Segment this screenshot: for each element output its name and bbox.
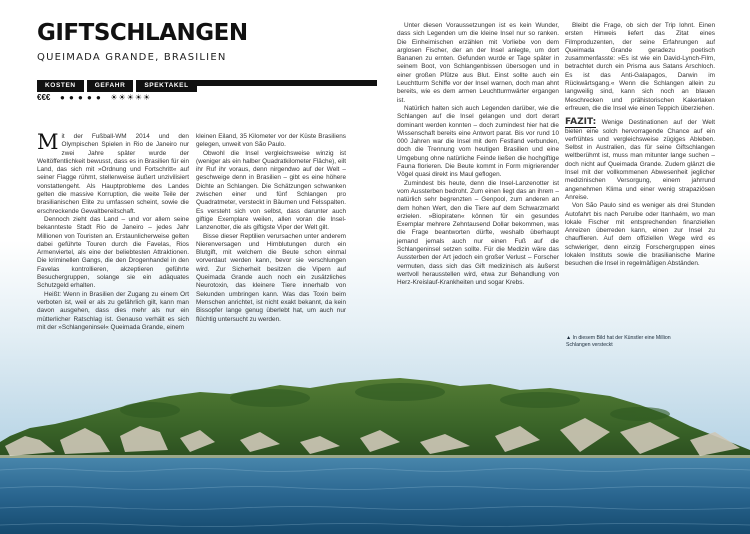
paragraph: Zumindest bis heute, denn die Insel-Lanzenotter ist vom Aussterben bedroht. Zum einen liegt das an ihrem – natürlich sehr begrenzten – Genpool, zum anderen an dem hohen Wert, den die Tiere auf dem Schwarzmarkt erzielen. »Biopiraten« können für ein gesundes Exemplar mehrere Zehntausend Dollar bekommen, was die Frage beantworten dürfte, weshalb überhaupt jemand jemals auch nur einen Fuß auf die Schlangeninsel setzen sollte. Für die Medizin wäre das Aussterben der Art jedoch ein großer Verlust – Forscher vermuten, dass sich das Gift medizinisch als äußerst wertvoll herausstellen wird, etwa zur Behandlung von Herz-Kreislauf-Krankheiten und sogar Krebs.: [397, 179, 559, 287]
text-column-3: [397, 22, 559, 288]
fazit-text: Wenige Destinationen auf der Welt bieten eine solch hervorragende Chance auf ein verfrühtes und vergleichsweise zügiges Ableben. Selbst in Australien, das für seine Giftschlangen weltberühmt ist, muss man mitunter lange suchen – doch nicht auf Queimada Grande. Zudem glänzt die Insel mit der vollkommenen Abwesenheit jeglicher medizinischen Versorgung, einem jahrrund angenehmen Klima und einer wenig strapaziösen Anreise.: [565, 119, 715, 201]
gefahr-dot-icon: ●: [68, 93, 74, 102]
gefahr-dot-icon: ●: [59, 93, 65, 102]
text-column-1: [37, 130, 189, 332]
drop-cap: M: [37, 130, 59, 154]
rating-tabs: [37, 80, 197, 92]
paragraph: Von São Paulo sind es weniger als drei Stunden Autofahrt bis nach Peruíbe oder Itanhaém, wo man lokale Fischer mit entsprechenden finanziellen Anreizen überreden kann, einen zur Insel zu chauffieren. Auf dem offiziellen Wege wird es schwieriger, denn einzig Forschergruppen eines lokalen Instituts sowie die brasilianische Marine besuchen die Insel in regelmäßigen Abständen.: [565, 202, 715, 268]
header-rule: [197, 80, 377, 86]
gefahr-dot-icon: ●: [77, 93, 83, 102]
rating-tab-kosten: KOSTEN: [37, 80, 84, 92]
paragraph: Obwohl die Insel vergleichsweise winzig ist (weniger als ein halber Quadratkilometer Fläche), eilt ihr Ruf ihr voraus, denn nirgendwo auf der Welt – geschweige denn in Brasilien – gibt es eine höhere Dichte an Schlangen. Die Schätzungen schwanken zwischen einer und fünf Schlangen pro Quadratmeter, versteckt in Bäumen und Felsspalten. Es versteht sich von selbst, dass darunter auch giftige Exemplare weilen, allen voran die Insel-Lanzenotter, die als giftigste Viper der Welt gilt.: [196, 149, 346, 232]
paragraph: kleinen Eiland, 35 Kilometer vor der Küste Brasiliens gelegen, unweit von São Paulo.: [196, 133, 346, 149]
rating-icons: [37, 93, 151, 103]
fazit-label: FAZIT:: [565, 117, 597, 128]
kosten-euro-icons: €€€: [37, 93, 51, 102]
text-column-2: [196, 133, 346, 324]
paragraph: Heißt: Wenn in Brasilien der Zugang zu einem Ort verboten ist, weil er als zu gefährlich gilt, kann man davon ausgehen, dass dies mehr als nur ein mütterlicher Ratschlag ist. Genauso verhält es sich mit der »Schlangeninsel« Queimada Grande, einem: [37, 290, 189, 331]
paragraph: Unter diesen Voraussetzungen ist es kein Wunder, dass sich Legenden um die kleine Insel nur so ranken. Die Einheimischen erzählen mit Vorliebe von dem arglosen Fischer, der an der Insel anlegte, um dort Bananen zu ernten. Gefunden wurde er Tage später in seinem Boot, von Schlangenbissen übersogen und in einer großen Pfütze aus Blut. Einst sollte auch ein Leuchtturm Schiffe vor der Insel warnen, doch man ahnt bereits, wie es dem armen Leuchtturmwärter ergangen ist.: [397, 22, 559, 104]
paragraph: Dennoch zieht das Land – und vor allem seine bekannteste Stadt Rio de Janeiro – jedes Jahr Millionen von Touristen an. Erstaunlicherweise gelten dabei geführte Touren durch die Favelas, Rios Armenviertel, als eine der beliebtesten Attraktionen. Die kriminellen Gangs, die den Drogenhandel in den Favelas kontrollieren, akzeptieren geführte Besuchergruppen, solange sie ein adäquates Schutzgeld erhalten.: [37, 215, 189, 290]
gefahr-dot-icon: ●: [86, 93, 92, 102]
rating-tab-gefahr: GEFAHR: [87, 80, 134, 92]
paragraph: Bleibt die Frage, ob sich der Trip lohnt. Einen ersten Hinweis liefert das Zitat eines Filmproduzenten, der seine Erfahrungen auf Queimada Grande geradezu poetisch zusammenfasste: »Es ist wie ein David-Lynch-Film, betrachtet durch ein Prisma aus Satans Arschloch. Es ist das Anti-Galapagos, Darwin im Rückwärtsgang.« Wenn die Schlangen allein zu langweilig sind, kann sich noch an blauen Meschrecken und prähistorischen Kakerlaken erfreuen, die die Insel wie einen Teppich überziehen.: [565, 22, 715, 112]
rating-tab-spektakel: SPEKTAKEL: [136, 80, 196, 92]
image-caption: ▲ In diesem Bild hat der Künstler eine Million Schlangen versteckt: [566, 335, 671, 348]
paragraph: it der Fußball-WM 2014 und den Olympischen Spielen in Rio de Janeiro nur zwei Jahre später wurde der Weltöffentlichkeit bewusst, dass es in Brasilien für ein Land, das sich mit »Ordnung und Fortschritt« auf seiner Flagge rühmt, stellenweise äußert unzivilisiert vonstattengeht. Als Hauptprobleme des Landes gelten die massive Korruption, die weite Teile der brasilianischen Elite zu umfassen scheint, sowie die erschreckende Gewaltbereitschaft.: [37, 133, 189, 215]
paragraph: Natürlich halten sich auch Legenden darüber, wie die Schlangen auf die Insel gelangen und dort derart dominant werden konnten – doch zumindest hier hat die Wissenschaft bereits eine Antwort parat. Bis vor rund 10 000 Jahren war die Insel mit dem Festland verbunden, doch die Trennung vom heutigen Brasilien und eine Umgebung ohne natürliche Feinde ließen die hochgiftige Fauna florieren. Die Beute kommt in Form migrierender Vögel quasi direkt ins Maul geflogen.: [397, 104, 559, 179]
article-subtitle: QUEIMADA GRANDE, BRASILIEN: [37, 52, 227, 63]
text-column-4: [565, 22, 715, 269]
paragraph: Bisse dieser Reptilien verursachen unter anderem Nierenversagen und Hirnblutungen durch ein Blutgift, mit welchem die Beute schon einmal vorverdaut werden kann, bevor sie verschlungen wird. Zur Sicherheit besitzen die Vipern auf Queimada Grande auch noch ein zusätzliches Neurotoxin, das kleinere Tiere innerhalb von Sekunden umbringen kann. Was das Toxin beim Menschen anrichtet, ist nicht exakt bekannt, da kein Bissopfer lange genug überlebt hat, um auch nur flüchtig untersucht zu werden.: [196, 232, 346, 323]
gefahr-dot-icon: ●: [95, 93, 101, 102]
article-title: GIFTSCHLANGEN: [37, 20, 248, 46]
spektakel-sun-icons: ☀☀☀☀☀: [110, 93, 152, 102]
